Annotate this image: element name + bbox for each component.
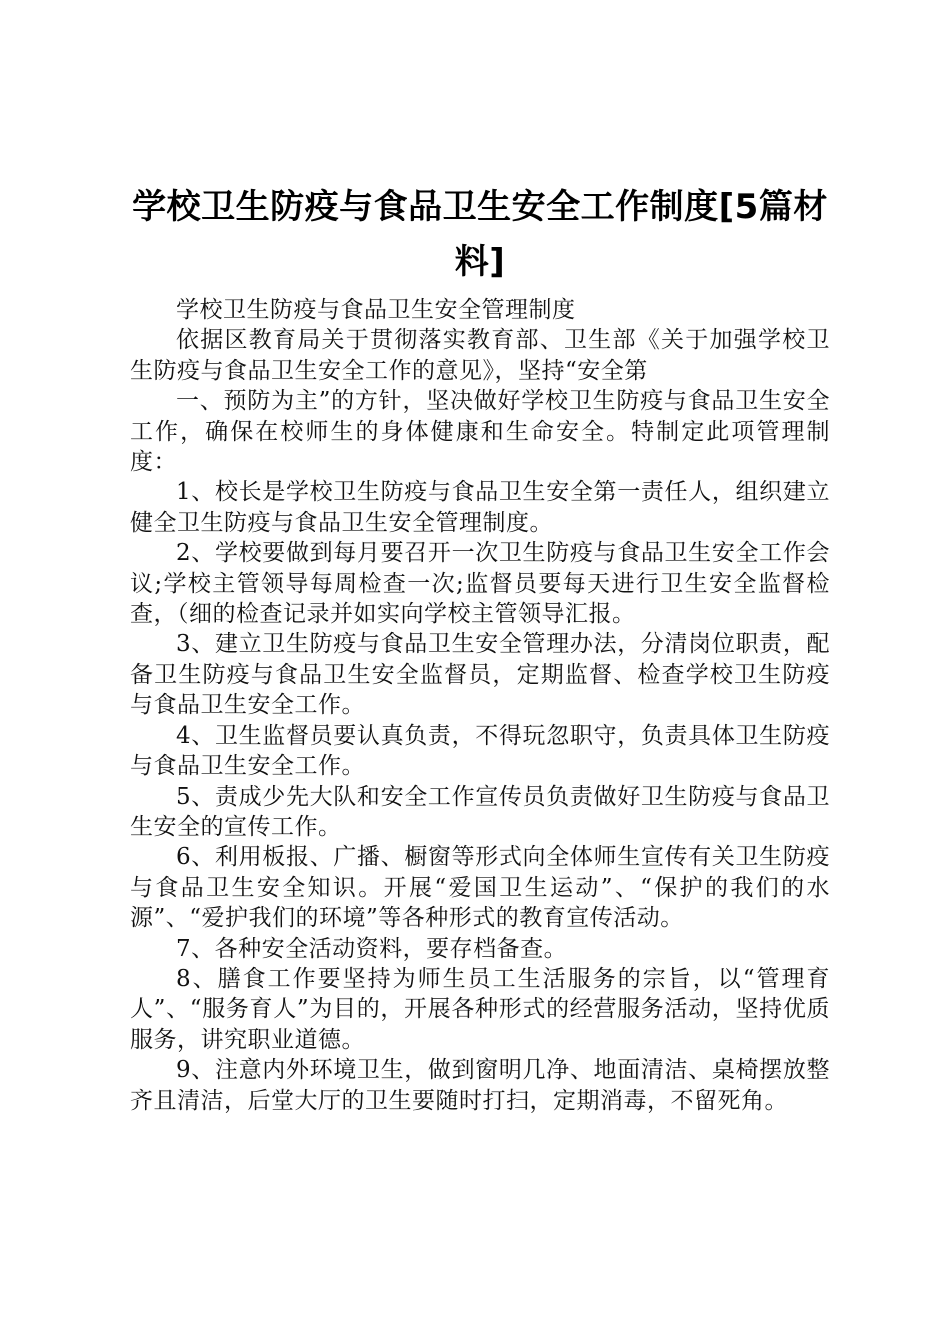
paragraph-item-2: 2、学校要做到每月要召开一次卫生防疫与食品卫生安全工作会议;学校主管领导每周检查一次;监督员要每天进行卫生安全监督检查，（细的检查记录并如实向学校主管领导汇报。 [130,540,830,628]
paragraph-item-1: 1、校长是学校卫生防疫与食品卫生安全第一责任人，组织建立健全卫生防疫与食品卫生安全管理制度。 [130,479,830,536]
document-page [130,180,830,1116]
paragraph-item-5: 5、责成少先大队和安全工作宣传员负责做好卫生防疫与食品卫生安全的宣传工作。 [130,783,830,840]
paragraph-item-7: 7、各种安全活动资料，要存档备查。 [176,935,568,962]
paragraph-heading: 学校卫生防疫与食品卫生安全管理制度 [176,297,576,323]
document-body [130,295,830,1116]
paragraph-item-4: 4、卫生监督员要认真负责，不得玩忽职守，负责具体卫生防疫与食品卫生安全工作。 [130,722,830,780]
paragraph-item-6: 6、利用板报、广播、橱窗等形式向全体师生宣传有关卫生防疫与食品卫生安全知识。开展“爱国卫生运动”、“保护的我们的水源”、“爱护我们的环境”等各种形式的教育宣传活动。 [130,844,830,932]
document-title: 学校卫生防疫与食品卫生安全工作制度[5篇材料] [132,187,828,282]
paragraph-item-3: 3、建立卫生防疫与食品卫生安全管理办法，分清岗位职责，配备卫生防疫与食品卫生安全监督员，定期监督、检查学校卫生防疫与食品卫生安全工作。 [130,631,830,719]
paragraph-intro: 依据区教育局关于贯彻落实教育部、卫生部《关于加强学校卫生防疫与食品卫生安全工作的意见》，坚持“安全第 [130,327,830,384]
paragraph-item-8: 8、膳食工作要坚持为师生员工生活服务的宗旨，以“管理育人”、“服务育人”为目的，开展各种形式的经营服务活动，坚持优质服务，讲究职业道德。 [130,965,830,1053]
paragraph-item-9: 9、注意内外环境卫生，做到窗明几净、地面清洁、桌椅摆放整齐且清洁，后堂大厅的卫生要随时打扫，定期消毒，不留死角。 [130,1057,830,1114]
paragraph-principle: 一、预防为主”的方针，坚决做好学校卫生防疫与食品卫生安全工作，确保在校师生的身体健康和生命安全。特制定此项管理制度： [130,388,830,476]
